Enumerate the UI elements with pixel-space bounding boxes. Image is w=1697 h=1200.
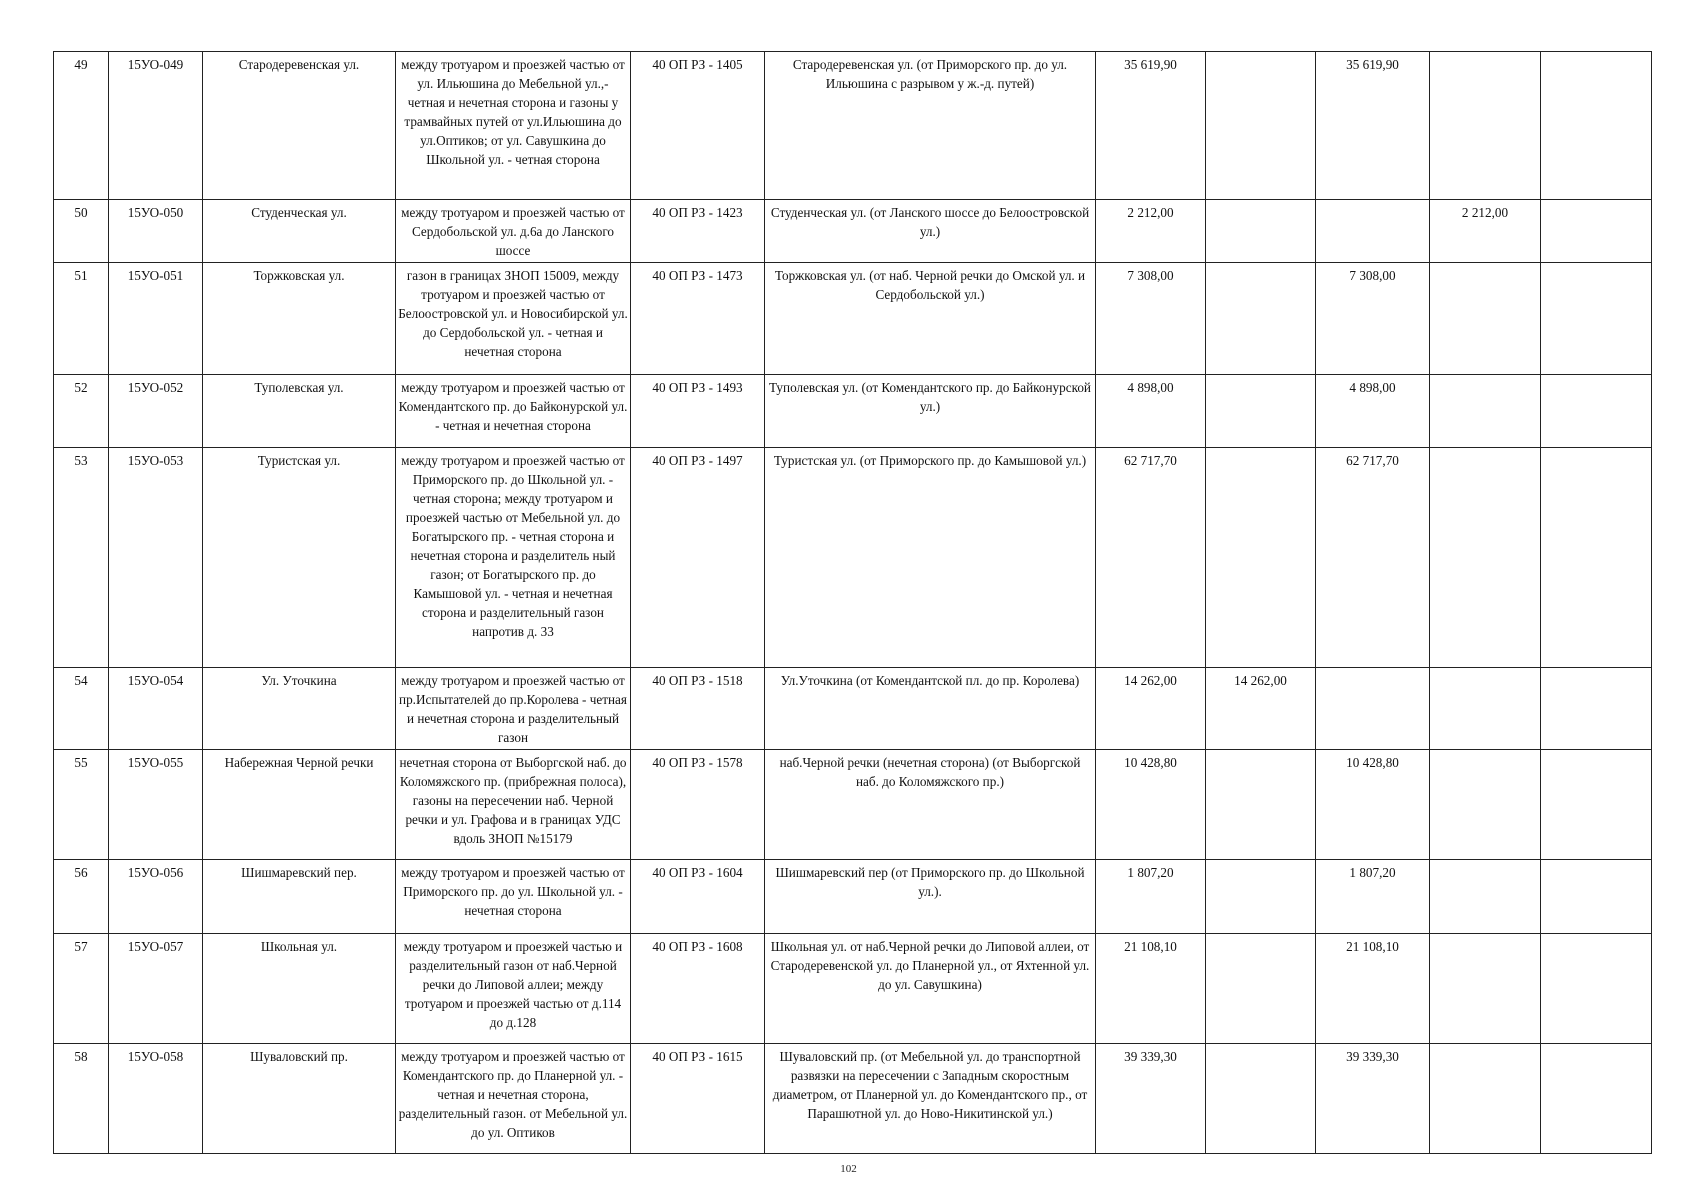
street-name: Стародеревенская ул. bbox=[203, 52, 396, 200]
value-col-1: 14 262,00 bbox=[1206, 668, 1316, 750]
row-number: 51 bbox=[54, 263, 109, 375]
page-number: 102 bbox=[840, 1163, 857, 1175]
street-name: Школьная ул. bbox=[203, 934, 396, 1044]
row-code: 15УО-054 bbox=[109, 668, 203, 750]
table-row bbox=[54, 860, 1652, 934]
value-col-1 bbox=[1206, 263, 1316, 375]
street-name: Ул. Уточкина bbox=[203, 668, 396, 750]
value-col-1 bbox=[1206, 448, 1316, 668]
value-col-1 bbox=[1206, 375, 1316, 448]
row-number: 56 bbox=[54, 860, 109, 934]
value-col-3 bbox=[1430, 934, 1541, 1044]
row-code: 15УО-051 bbox=[109, 263, 203, 375]
table-row bbox=[54, 668, 1652, 750]
value-col-3 bbox=[1430, 860, 1541, 934]
row-code: 15УО-058 bbox=[109, 1044, 203, 1154]
value-col-2: 62 717,70 bbox=[1316, 448, 1430, 668]
area-description: между тротуаром и проезжей частью от ул. Ильюшина до Мебельной ул.,- четная и нечетная сторона и газоны у трамвайных путей от ул.Ильюшина до ул.Оптиков; от ул. Савушкина до Школьной ул. - четная сторона bbox=[396, 52, 631, 200]
road-description: Торжковская ул. (от наб. Черной речки до Омской ул. и Сердобольской ул.) bbox=[765, 263, 1096, 375]
street-name: Набережная Черной речки bbox=[203, 750, 396, 860]
table-row bbox=[54, 52, 1652, 200]
row-code: 15УО-050 bbox=[109, 200, 203, 263]
value-col-3 bbox=[1430, 52, 1541, 200]
road-description: Туполевская ул. (от Комендантского пр. до Байконурской ул.) bbox=[765, 375, 1096, 448]
value-col-1 bbox=[1206, 934, 1316, 1044]
area-description: между тротуаром и проезжей частью от Приморского пр. до Школьной ул. - четная сторона; между тротуаром и проезжей частью от Мебельной ул. до Богатырского пр. - четная сторона и нечетная сторона и разделитель ный газон; от Богатырского пр. до Камышовой ул. - четная и нечетная сторона и разделительный газон напротив д. 33 bbox=[396, 448, 631, 668]
total-area: 39 339,30 bbox=[1096, 1044, 1206, 1154]
row-number: 57 bbox=[54, 934, 109, 1044]
row-number: 52 bbox=[54, 375, 109, 448]
total-area: 35 619,90 bbox=[1096, 52, 1206, 200]
street-name: Туристская ул. bbox=[203, 448, 396, 668]
value-col-3 bbox=[1430, 750, 1541, 860]
street-name: Шишмаревский пер. bbox=[203, 860, 396, 934]
value-col-2: 21 108,10 bbox=[1316, 934, 1430, 1044]
road-id: 40 ОП РЗ - 1423 bbox=[631, 200, 765, 263]
table-row bbox=[54, 375, 1652, 448]
value-col-4 bbox=[1541, 263, 1652, 375]
street-name: Туполевская ул. bbox=[203, 375, 396, 448]
road-id: 40 ОП РЗ - 1518 bbox=[631, 668, 765, 750]
row-code: 15УО-053 bbox=[109, 448, 203, 668]
value-col-2: 35 619,90 bbox=[1316, 52, 1430, 200]
road-id: 40 ОП РЗ - 1405 bbox=[631, 52, 765, 200]
value-col-4 bbox=[1541, 860, 1652, 934]
total-area: 10 428,80 bbox=[1096, 750, 1206, 860]
value-col-2: 4 898,00 bbox=[1316, 375, 1430, 448]
area-description: между тротуаром и проезжей частью от Сердобольской ул. д.6а до Ланского шоссе bbox=[396, 200, 631, 263]
area-description: между тротуаром и проезжей частью и разделительный газон от наб.Черной речки до Липовой аллеи; между тротуаром и проезжей частью от д.114 до д.128 bbox=[396, 934, 631, 1044]
value-col-2: 10 428,80 bbox=[1316, 750, 1430, 860]
value-col-4 bbox=[1541, 375, 1652, 448]
row-number: 55 bbox=[54, 750, 109, 860]
value-col-4 bbox=[1541, 448, 1652, 668]
road-description: Шуваловский пр. (от Мебельной ул. до транспортной развязки на пересечении с Западным скоростным диаметром, от Планерной ул. до Комендантского пр., от Парашютной ул. до Ново-Никитинской ул.) bbox=[765, 1044, 1096, 1154]
road-description: Школьная ул. от наб.Черной речки до Липовой аллеи, от Стародеревенской ул. до Планерной ул., от Яхтенной ул. до ул. Савушкина) bbox=[765, 934, 1096, 1044]
road-description: Туристская ул. (от Приморского пр. до Камышовой ул.) bbox=[765, 448, 1096, 668]
total-area: 62 717,70 bbox=[1096, 448, 1206, 668]
value-col-2: 39 339,30 bbox=[1316, 1044, 1430, 1154]
value-col-2 bbox=[1316, 668, 1430, 750]
table-row bbox=[54, 263, 1652, 375]
value-col-1 bbox=[1206, 860, 1316, 934]
row-code: 15УО-049 bbox=[109, 52, 203, 200]
road-id: 40 ОП РЗ - 1578 bbox=[631, 750, 765, 860]
road-description: Шишмаревский пер (от Приморского пр. до Школьной ул.). bbox=[765, 860, 1096, 934]
road-description: наб.Черной речки (нечетная сторона) (от Выборгской наб. до Коломяжского пр.) bbox=[765, 750, 1096, 860]
value-col-3 bbox=[1430, 448, 1541, 668]
row-code: 15УО-057 bbox=[109, 934, 203, 1044]
road-id: 40 ОП РЗ - 1473 bbox=[631, 263, 765, 375]
table-row bbox=[54, 1044, 1652, 1154]
row-code: 15УО-056 bbox=[109, 860, 203, 934]
document-table bbox=[53, 51, 1652, 1154]
value-col-1 bbox=[1206, 1044, 1316, 1154]
area-description: газон в границах ЗНОП 15009, между тротуаром и проезжей частью от Белоостровской ул. и Новосибирской ул. до Сердобольской ул. - четная и нечетная сторона bbox=[396, 263, 631, 375]
street-name: Студенческая ул. bbox=[203, 200, 396, 263]
value-col-1 bbox=[1206, 200, 1316, 263]
value-col-1 bbox=[1206, 750, 1316, 860]
road-id: 40 ОП РЗ - 1497 bbox=[631, 448, 765, 668]
value-col-1 bbox=[1206, 52, 1316, 200]
row-number: 53 bbox=[54, 448, 109, 668]
area-description: между тротуаром и проезжей частью от Приморского пр. до ул. Школьной ул. - нечетная сторона bbox=[396, 860, 631, 934]
value-col-3 bbox=[1430, 1044, 1541, 1154]
total-area: 2 212,00 bbox=[1096, 200, 1206, 263]
street-name: Шуваловский пр. bbox=[203, 1044, 396, 1154]
value-col-2 bbox=[1316, 200, 1430, 263]
total-area: 21 108,10 bbox=[1096, 934, 1206, 1044]
row-number: 50 bbox=[54, 200, 109, 263]
total-area: 7 308,00 bbox=[1096, 263, 1206, 375]
area-description: нечетная сторона от Выборгской наб. до Коломяжского пр. (прибрежная полоса), газоны на пересечении наб. Черной речки и ул. Графова и в границах УДС вдоль ЗНОП №15179 bbox=[396, 750, 631, 860]
table-body bbox=[54, 52, 1652, 1154]
road-description: Студенческая ул. (от Ланского шоссе до Белоостровской ул.) bbox=[765, 200, 1096, 263]
value-col-3: 2 212,00 bbox=[1430, 200, 1541, 263]
street-name: Торжковская ул. bbox=[203, 263, 396, 375]
row-number: 49 bbox=[54, 52, 109, 200]
row-number: 58 bbox=[54, 1044, 109, 1154]
road-description: Ул.Уточкина (от Комендантской пл. до пр. Королева) bbox=[765, 668, 1096, 750]
area-description: между тротуаром и проезжей частью от Комендантского пр. до Планерной ул. - четная и нечетная сторона, разделительный газон. от Мебельной ул. до ул. Оптиков bbox=[396, 1044, 631, 1154]
value-col-4 bbox=[1541, 934, 1652, 1044]
road-id: 40 ОП РЗ - 1493 bbox=[631, 375, 765, 448]
road-description: Стародеревенская ул. (от Приморского пр. до ул. Ильюшина с разрывом у ж.-д. путей) bbox=[765, 52, 1096, 200]
area-description: между тротуаром и проезжей частью от пр.Испытателей до пр.Королева - четная и нечетная сторона и разделительный газон bbox=[396, 668, 631, 750]
road-id: 40 ОП РЗ - 1608 bbox=[631, 934, 765, 1044]
total-area: 14 262,00 bbox=[1096, 668, 1206, 750]
value-col-2: 7 308,00 bbox=[1316, 263, 1430, 375]
total-area: 1 807,20 bbox=[1096, 860, 1206, 934]
value-col-2: 1 807,20 bbox=[1316, 860, 1430, 934]
row-number: 54 bbox=[54, 668, 109, 750]
value-col-4 bbox=[1541, 750, 1652, 860]
value-col-3 bbox=[1430, 263, 1541, 375]
value-col-4 bbox=[1541, 1044, 1652, 1154]
value-col-3 bbox=[1430, 668, 1541, 750]
value-col-3 bbox=[1430, 375, 1541, 448]
value-col-4 bbox=[1541, 200, 1652, 263]
value-col-4 bbox=[1541, 52, 1652, 200]
road-id: 40 ОП РЗ - 1604 bbox=[631, 860, 765, 934]
total-area: 4 898,00 bbox=[1096, 375, 1206, 448]
area-description: между тротуаром и проезжей частью от Комендантского пр. до Байконурской ул. - четная и нечетная сторона bbox=[396, 375, 631, 448]
table-row bbox=[54, 750, 1652, 860]
table-row bbox=[54, 934, 1652, 1044]
table-row bbox=[54, 200, 1652, 263]
road-id: 40 ОП РЗ - 1615 bbox=[631, 1044, 765, 1154]
row-code: 15УО-052 bbox=[109, 375, 203, 448]
row-code: 15УО-055 bbox=[109, 750, 203, 860]
value-col-4 bbox=[1541, 668, 1652, 750]
table-row bbox=[54, 448, 1652, 668]
